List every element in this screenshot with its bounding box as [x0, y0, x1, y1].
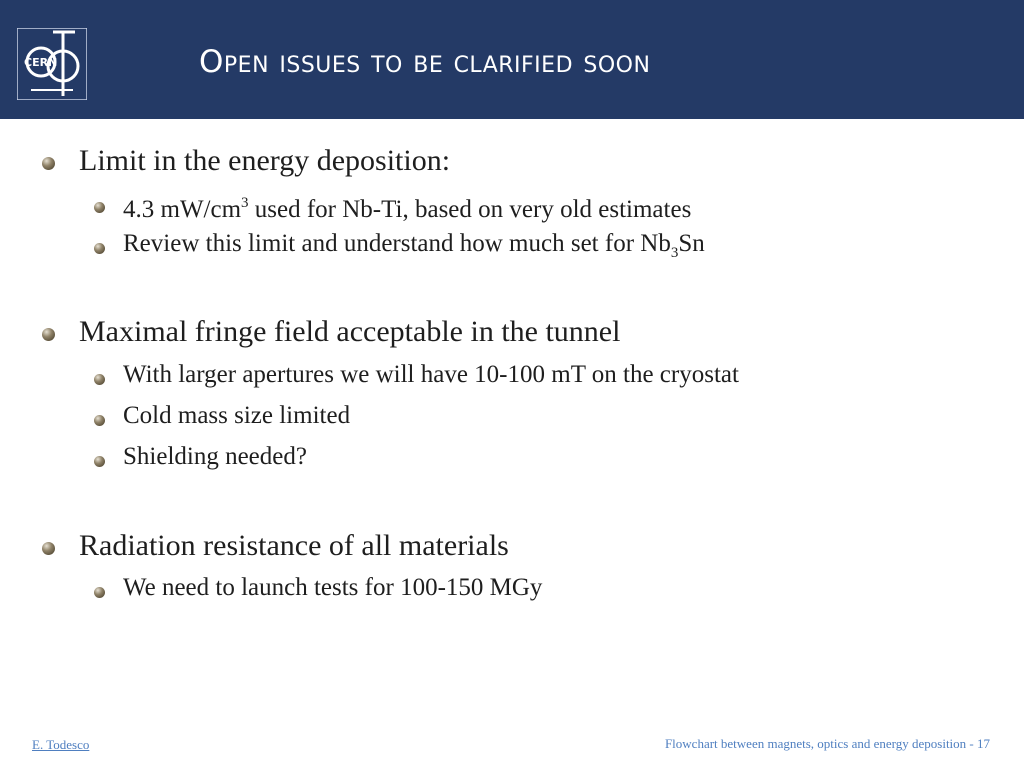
sub-bullet-icon	[94, 374, 105, 385]
list-item: We need to launch tests for 100-150 MGy	[123, 574, 543, 601]
section-heading: Maximal fringe field acceptable in the tunnel	[79, 315, 621, 348]
sub-bullet-icon	[94, 202, 105, 213]
slide-title: Open issues to be clarified soon	[199, 44, 651, 80]
logo-text: CERN	[24, 56, 58, 69]
bullet-icon	[42, 328, 55, 341]
list-item: 4.3 $mW/cm^3$ used for Nb-Ti, based on very old estimates	[123, 195, 692, 223]
cern-logo-icon	[17, 28, 87, 100]
section-heading: Limit in the energy deposition:	[79, 144, 451, 177]
slide-info: Flowchart between magnets, optics and energy deposition - 17	[664, 736, 990, 751]
sub-bullet-icon	[94, 243, 105, 254]
list-item: Review this limit and understand how much set for $Nb_3Sn$	[123, 230, 705, 261]
section-heading: Radiation resistance of all materials	[79, 529, 509, 562]
list-item: With larger apertures we will have 10-100 mT on the cryostat	[123, 361, 739, 388]
list-item: Shielding needed?	[123, 443, 307, 470]
sub-bullet-icon	[94, 415, 105, 426]
bullet-icon	[42, 542, 55, 555]
sub-bullet-icon	[94, 587, 105, 598]
slide-header	[0, 0, 1024, 119]
bullet-icon	[42, 157, 55, 170]
sub-bullet-icon	[94, 456, 105, 467]
list-item: Cold mass size limited	[123, 402, 351, 429]
author-link[interactable]: E. Todesco	[32, 737, 90, 752]
